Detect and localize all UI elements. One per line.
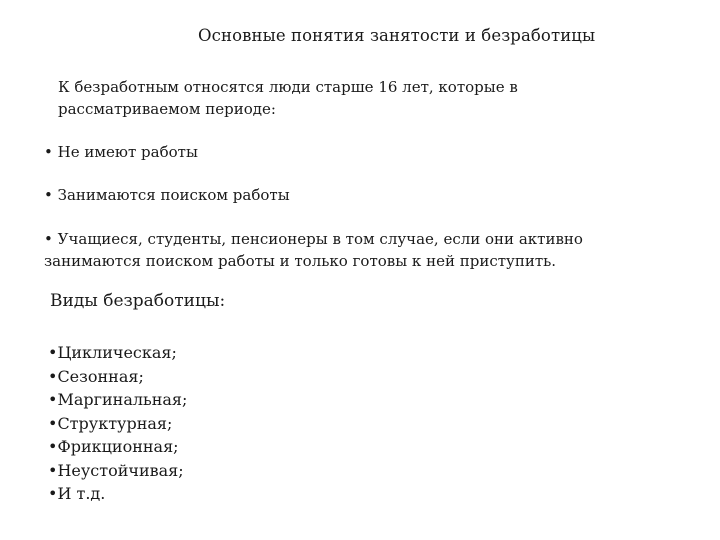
list-item: [48, 341, 187, 365]
bullet-icon: •: [44, 230, 53, 248]
bullet-icon: •: [48, 437, 58, 456]
criteria-item: [44, 228, 644, 272]
bullet-icon: •: [48, 343, 58, 362]
types-heading: Виды безработицы:: [50, 291, 226, 311]
bullet-icon: •: [48, 484, 58, 503]
bullet-icon: •: [48, 390, 58, 409]
slide-title: Основные понятия занятости и безработицы: [198, 26, 596, 45]
list-item: [48, 459, 187, 483]
criteria-item-text: Учащиеся, студенты, пенсионеры в том случае, если они активно занимаются поиском работы и только готовы к ней приступить.: [44, 230, 583, 270]
intro-paragraph: К безработным относятся люди старше 16 лет, которые в рассматриваемом периоде:: [58, 78, 518, 118]
list-item: [48, 388, 187, 412]
list-item-text: Неустойчивая;: [57, 460, 184, 480]
list-item: [48, 435, 187, 459]
bullet-icon: •: [44, 143, 53, 161]
list-item-text: Фрикционная;: [57, 437, 179, 456]
bullet-icon: •: [48, 366, 58, 386]
list-item-text: Структурная;: [57, 413, 173, 433]
list-item: [48, 412, 187, 436]
list-item-text: Циклическая;: [57, 343, 177, 362]
list-item-text: Маргинальная;: [57, 390, 188, 409]
list-item: [48, 482, 187, 506]
bullet-icon: •: [48, 413, 58, 433]
criteria-item: [44, 184, 290, 206]
criteria-item: [44, 141, 198, 163]
bullet-icon: •: [44, 186, 53, 204]
bullet-icon: •: [48, 460, 58, 480]
list-item: [48, 365, 187, 389]
list-item-text: И т.д.: [57, 484, 106, 503]
types-list: [48, 341, 187, 506]
criteria-item-text: Занимаются поиском работы: [57, 186, 290, 204]
criteria-item-text: Не имеют работы: [57, 143, 198, 161]
list-item-text: Сезонная;: [57, 366, 144, 386]
